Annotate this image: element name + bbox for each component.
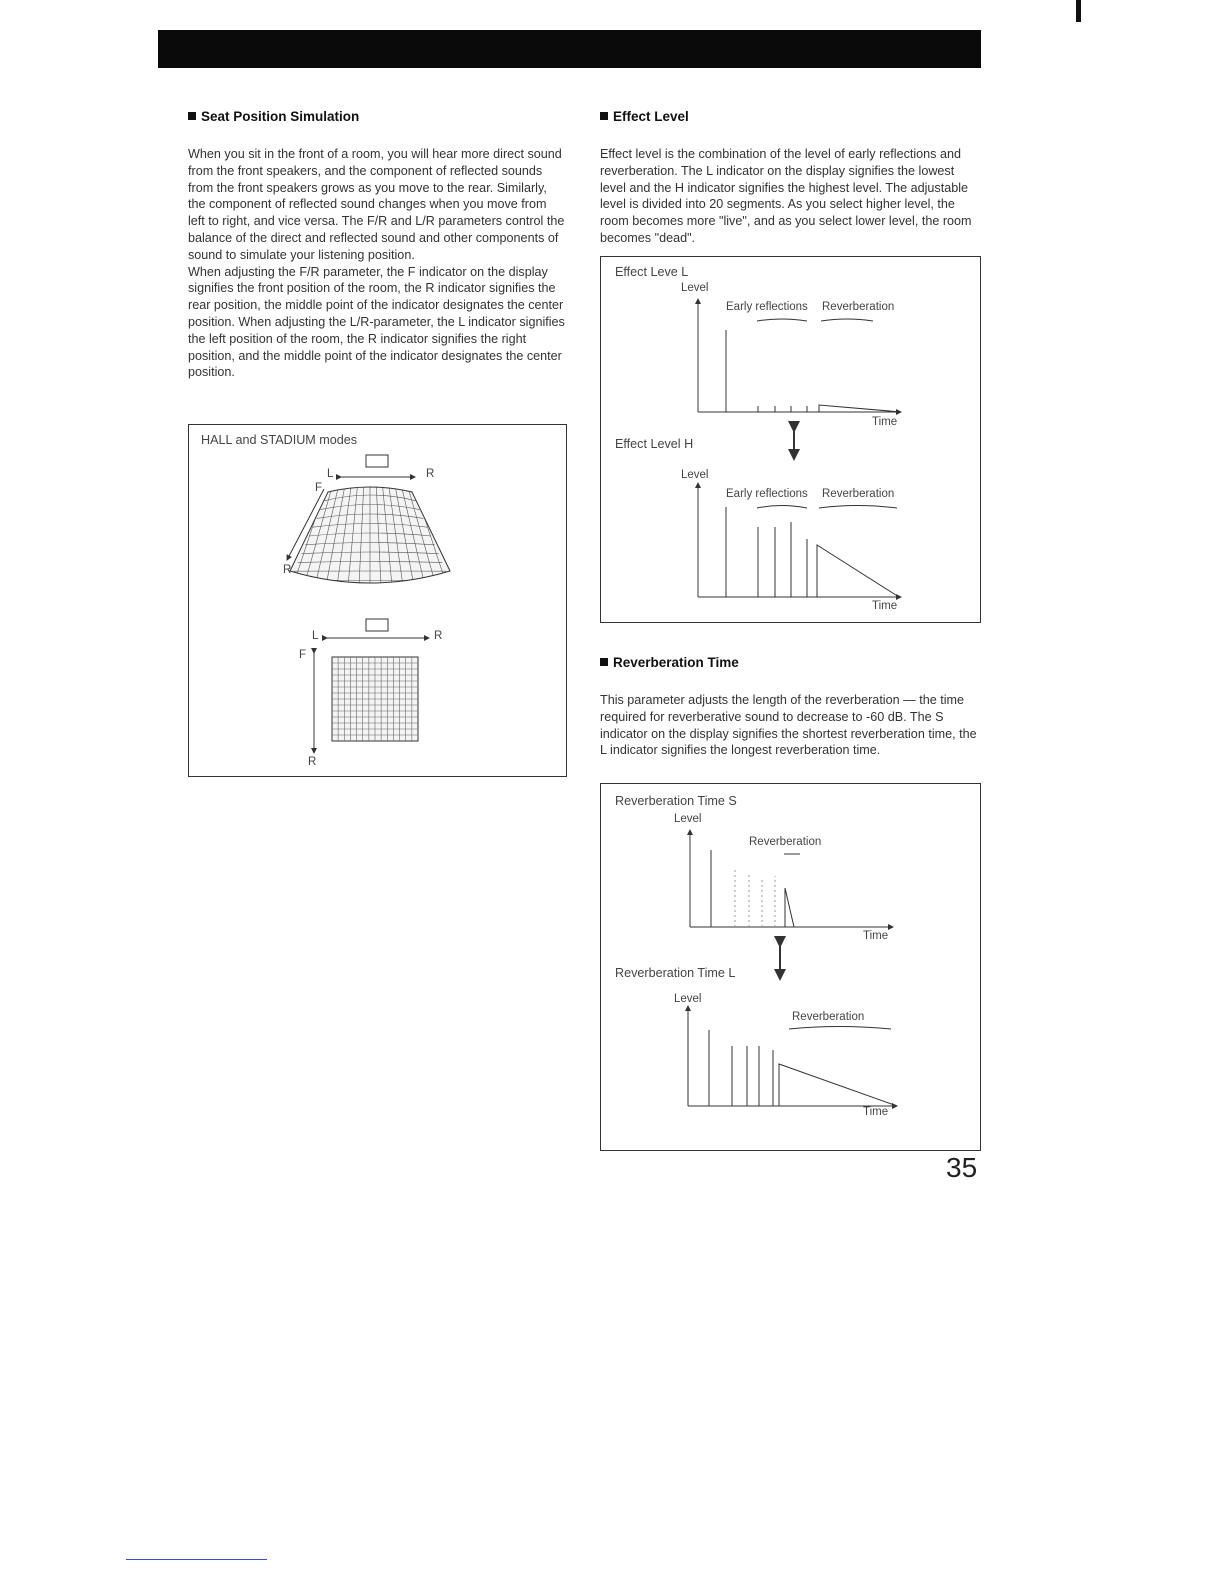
level-label-3: Level <box>674 813 702 825</box>
seat-position-body: When you sit in the front of a room, you will hear more direct sound from the front speakers, and the component of reflected sounds from the front speakers grows as you move to the rear. Similarly, the component of reflected sound changes when you move from left to right, and vice versa. The F/R and L/R parameters control the balance of the direct and reflected sound and other components of sound to simulate your listening position. <box>188 147 565 262</box>
footer-line <box>126 1559 267 1560</box>
reverb-time-body: This parameter adjusts the length of the reverberation — the time required for reverberative sound to decrease to -60 dB. The S indicator on the display signifies the shortest reverberation time, the L indicator signifies the longest reverberation time. <box>600 693 977 758</box>
seat-position-heading <box>188 109 566 124</box>
bullet-square-icon <box>600 112 608 120</box>
reverb-label-4: Reverberation <box>792 1011 865 1023</box>
effect-level-l-title: Effect Leve L <box>615 265 689 279</box>
level-label-4: Level <box>674 993 702 1005</box>
effect-level-h-title: Effect Level H <box>615 437 694 451</box>
time-label-4: Time <box>863 1106 889 1118</box>
display-icon-2 <box>366 619 388 631</box>
reverb-label-3: Reverberation <box>749 836 822 848</box>
reverb-time-svg <box>601 784 980 1150</box>
right-column <box>600 109 982 247</box>
time-label-2: Time <box>872 600 898 612</box>
effect-level-heading-text: Effect Level <box>613 109 689 124</box>
reverb-time-l-title: Reverberation Time L <box>615 966 736 980</box>
fan-l-label: L <box>327 468 334 480</box>
page-number: 35 <box>946 1152 978 1183</box>
hall-stadium-title: HALL and STADIUM modes <box>201 433 358 447</box>
effect-level-figure <box>600 256 981 623</box>
hall-stadium-figure <box>188 424 567 777</box>
time-label-3: Time <box>863 930 889 942</box>
bullet-square-icon <box>188 112 196 120</box>
effect-level-heading <box>600 109 982 124</box>
reverb-time-heading-text: Reverberation Time <box>613 655 739 670</box>
reverb-time-figure <box>600 783 981 1151</box>
seat-position-heading-text: Seat Position Simulation <box>201 109 360 124</box>
fan-r-label: R <box>426 468 435 480</box>
edge-mark <box>1076 0 1081 22</box>
early-label-1: Early reflections <box>726 301 808 313</box>
left-column <box>188 109 566 381</box>
fan-grid <box>290 480 450 595</box>
grid-f-label: F <box>299 649 307 661</box>
reverb-time-s-title: Reverberation Time S <box>615 794 737 808</box>
bullet-square-icon <box>600 658 608 666</box>
seat-diagram-svg <box>189 425 566 776</box>
effect-level-svg <box>601 257 980 622</box>
fan-rear-label: R <box>283 564 292 576</box>
time-label-1: Time <box>872 416 898 428</box>
grid-l-label: L <box>312 630 319 642</box>
grid-r-label: R <box>434 630 443 642</box>
reverb-label-2: Reverberation <box>822 488 895 500</box>
effect-level-body: Effect level is the combination of the level of early reflections and reverberation. The L indicator on the display signifies the lowest level and the H indicator signifies the highest level. The adjustable level is divided into 20 segments. As you select higher level, the room becomes more "live", and as you select lower level, the room becomes "dead". <box>600 147 972 245</box>
reverb-time-section <box>600 655 982 759</box>
header-bar <box>158 30 981 68</box>
level-label-1: Level <box>681 282 709 294</box>
seat-position-body-2: When adjusting the F/R parameter, the F indicator on the display signifies the front position of the room, the R indicator signifies the rear position, the middle point of the indicator designates the center position. When adjusting the L/R-parameter, the L indicator signifies the left position of the room, the R indicator signifies the right position, and the middle point of the indicator designates the center position. <box>188 264 565 380</box>
fan-f-label: F <box>315 482 323 494</box>
grid-rear-label: R <box>308 756 317 768</box>
display-icon <box>366 455 388 467</box>
early-label-2: Early reflections <box>726 488 808 500</box>
reverb-time-heading <box>600 655 982 670</box>
level-label-2: Level <box>681 469 709 481</box>
reverb-label-1: Reverberation <box>822 301 895 313</box>
